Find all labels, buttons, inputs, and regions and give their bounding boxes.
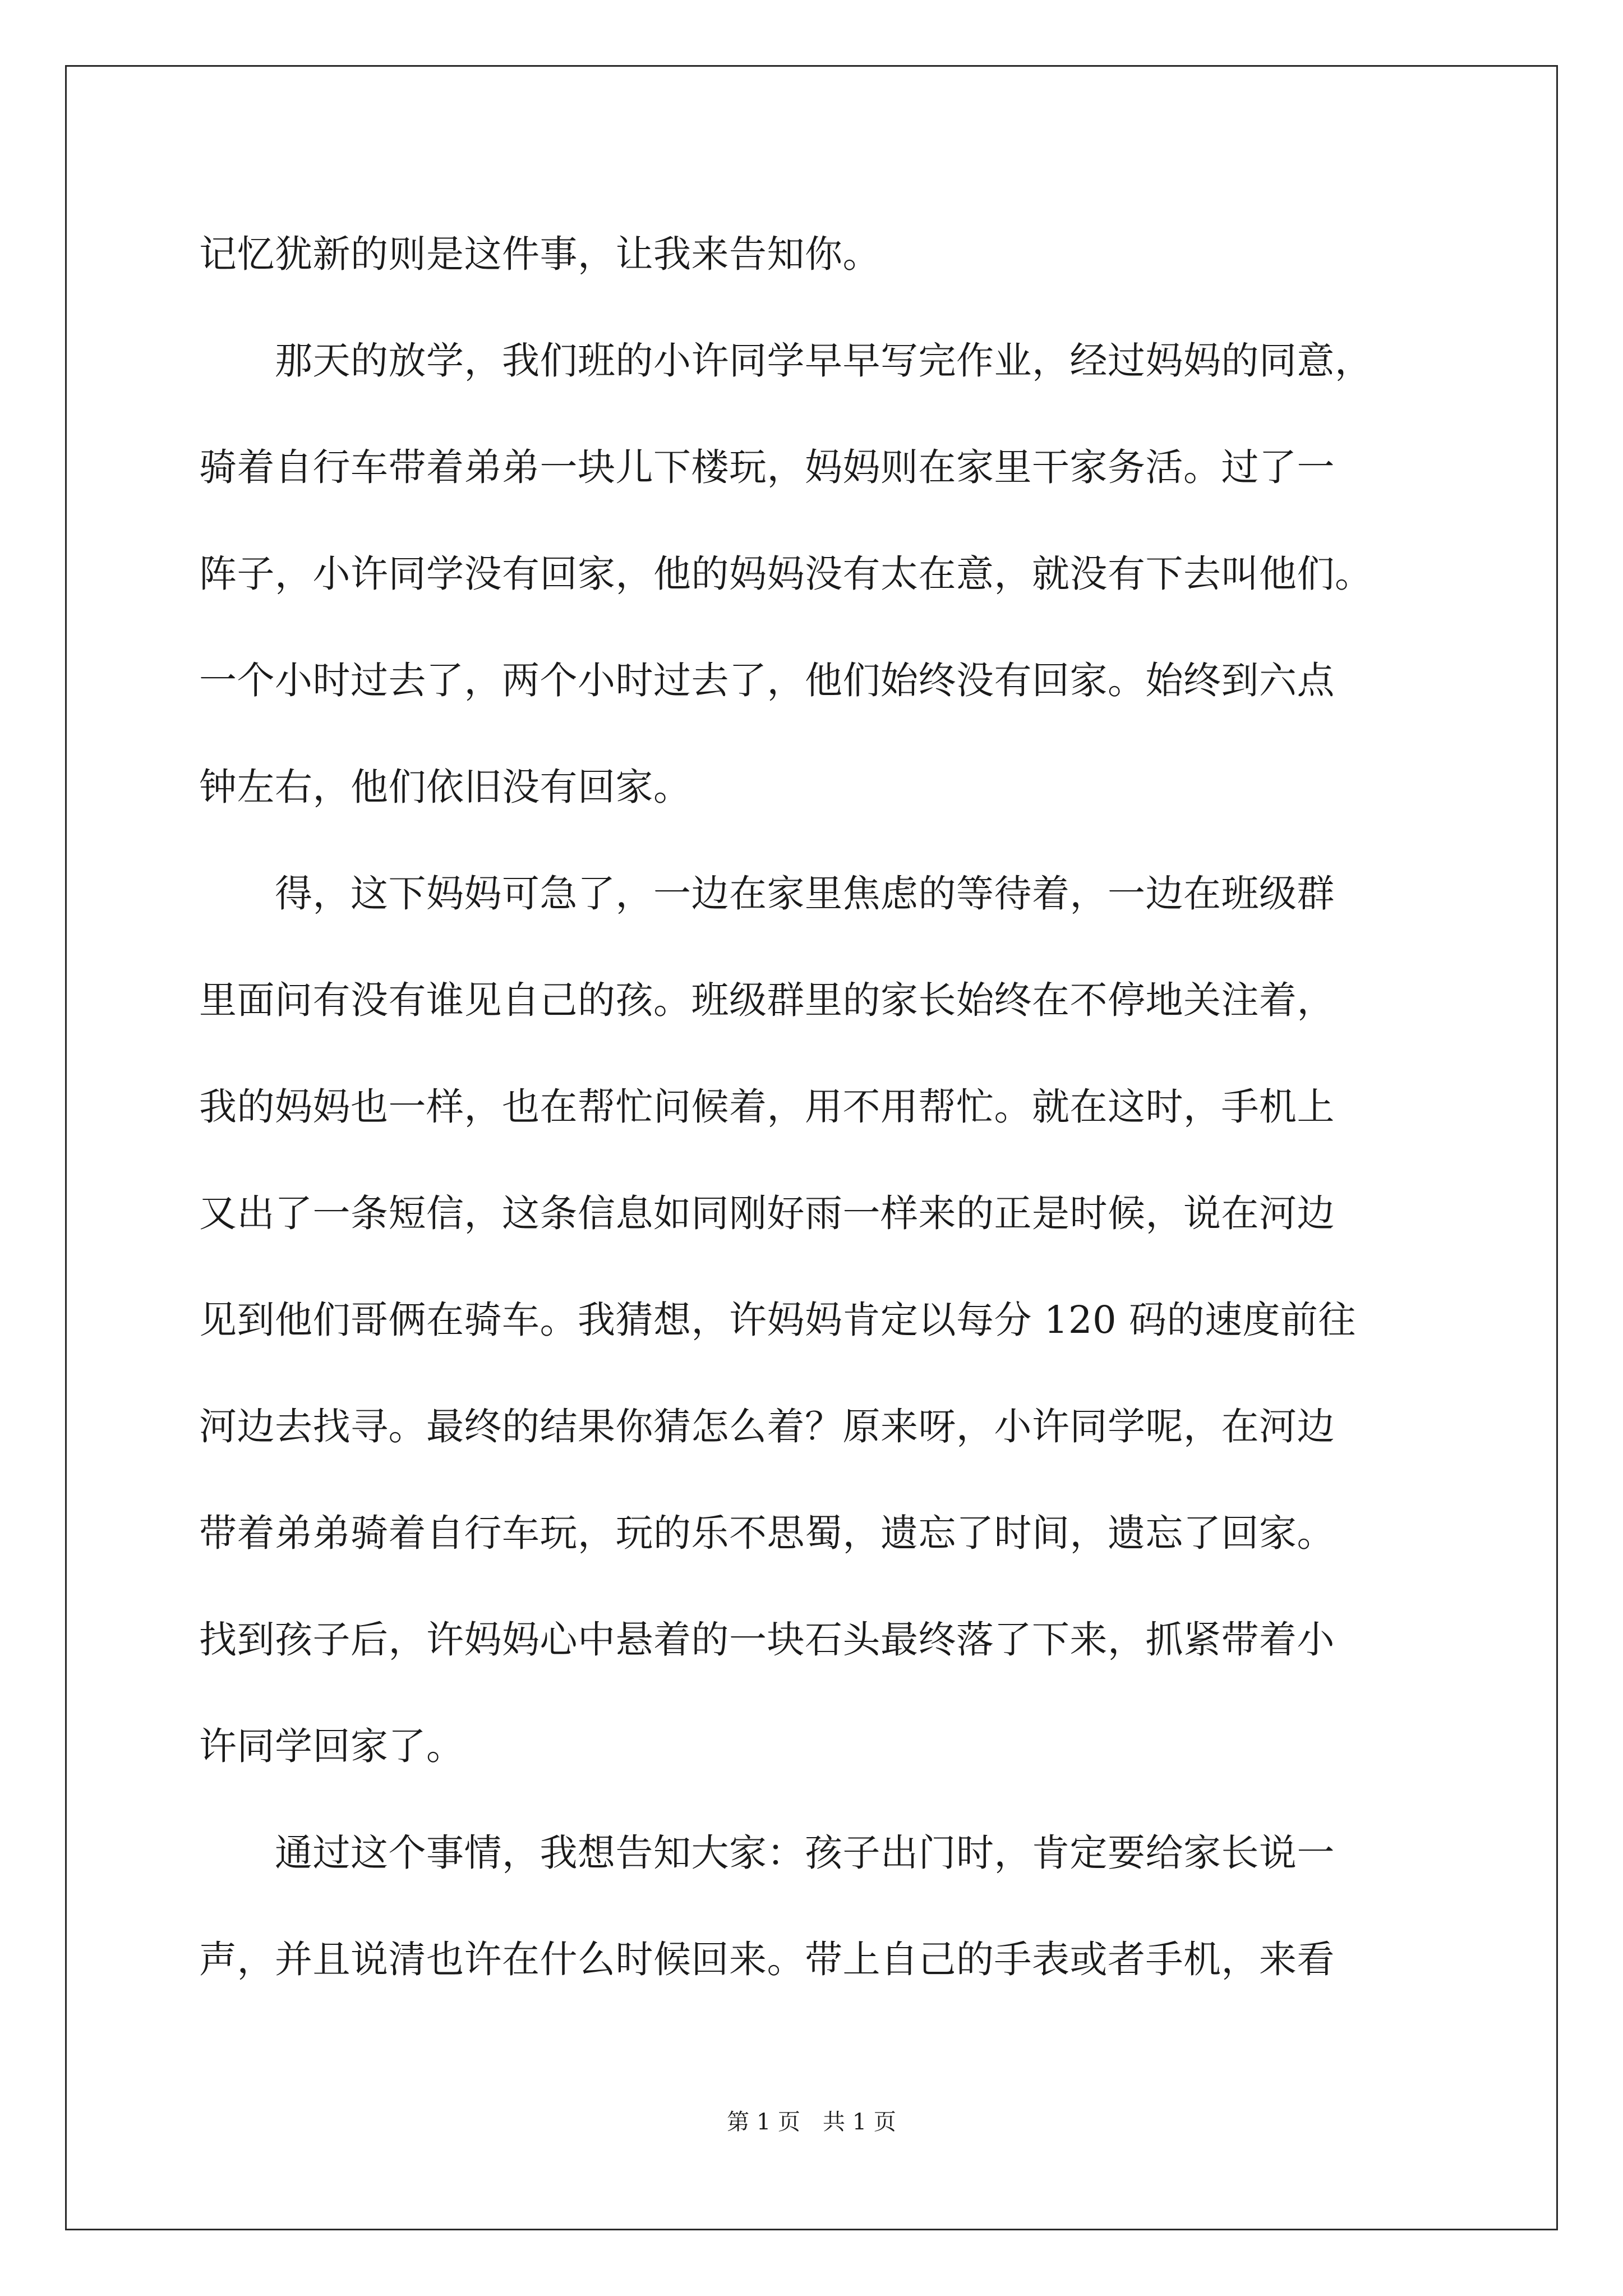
document-body (199, 201, 1427, 2013)
text-line: 钟左右，他们依旧没有回家。 (199, 765, 691, 809)
text-line: 记忆犹新的则是这件事，让我来告知你。 (199, 232, 880, 276)
page-footer: 第 1 页 共 1 页 (727, 2109, 896, 2135)
text-line: 河边去找寻。最终的结果你猜怎么着？原来呀，小许同学呢，在河边 (199, 1405, 1335, 1448)
text-line: 阵子，小许同学没有回家，他的妈妈没有太在意，就没有下去叫他们。 (199, 552, 1373, 596)
text-line: 见到他们哥俩在骑车。我猜想，许妈妈肯定以每分 120 码的速度前往 (199, 1298, 1356, 1342)
text-line: 找到孩子后，许妈妈心中悬着的一块石头最终落了下来，抓紧带着小 (199, 1618, 1335, 1662)
text-line: 带着弟弟骑着自行车玩，玩的乐不思蜀，遗忘了时间，遗忘了回家。 (199, 1511, 1335, 1555)
text-line: 许同学回家了。 (199, 1724, 464, 1768)
text-line: 又出了一条短信，这条信息如同刚好雨一样来的正是时候，说在河边 (199, 1191, 1335, 1235)
text-line: 骑着自行车带着弟弟一块儿下楼玩，妈妈则在家里干家务活。过了一 (199, 445, 1335, 489)
text-line: 一个小时过去了，两个小时过去了，他们始终没有回家。始终到六点 (199, 659, 1335, 702)
text-line: 声，并且说清也许在什么时候回来。带上自己的手表或者手机，来看 (199, 1938, 1335, 1981)
text-line: 那天的放学，我们班的小许同学早早写完作业，经过妈妈的同意， (199, 339, 1373, 383)
text-line: 里面问有没有谁见自己的孩。班级群里的家长始终在不停地关注着， (199, 978, 1335, 1022)
text-line: 我的妈妈也一样，也在帮忙问候着，用不用帮忙。就在这时，手机上 (199, 1085, 1335, 1129)
text-line: 通过这个事情，我想告知大家：孩子出门时，肯定要给家长说一 (199, 1831, 1335, 1875)
text-line: 得，这下妈妈可急了，一边在家里焦虑的等待着，一边在班级群 (199, 872, 1335, 915)
